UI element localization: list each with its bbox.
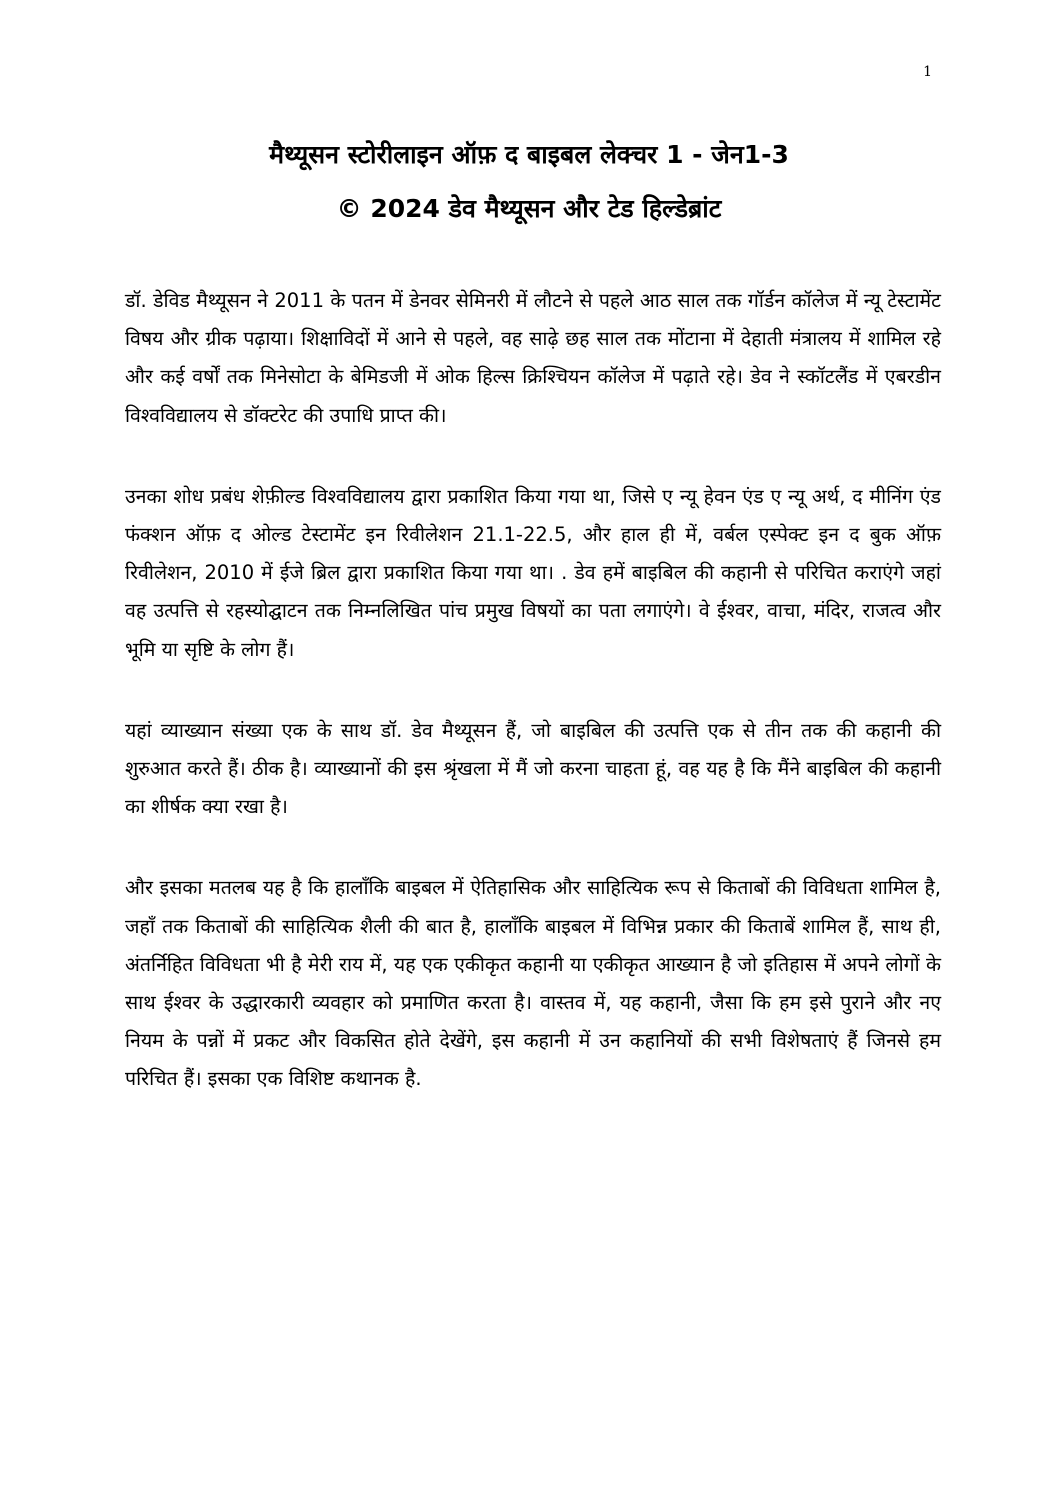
page-number: 1 (923, 64, 932, 80)
title-line-2: © 2024 डेव मैथ्यूसन और टेड हिल्डेब्रांट (336, 194, 722, 223)
paragraph-bio: डॉ. डेविड मैथ्यूसन ने 2011 के पतन में डेनवर सेमिनरी में लौटने से पहले आठ साल तक गॉर्डन कॉलेज में न्यू टेस्टामेंट विषय और ग्रीक पढ़ाया। शिक्षाविदों में आने से पहले, वह साढ़े छह साल तक मोंटाना में देहाती मंत्रालय में शामिल रहे और कई वर्षों तक मिनेसोटा के बेमिडजी में ओक हिल्स क्रिश्चियन कॉलेज में पढ़ाते रहे। डेव ने स्कॉटलैंड में एबरडीन विश्वविद्यालय से डॉक्टरेट की उपाधि प्राप्त की। (125, 289, 941, 427)
paragraph-dissertation: उनका शोध प्रबंध शेफ़ील्ड विश्वविद्यालय द्वारा प्रकाशित किया गया था, जिसे ए न्यू हेवन एंड ए न्यू अर्थ, द मीनिंग एंड फंक्शन ऑफ़ द ओल्ड टेस्टामेंट इन रिवीलेशन 21.1-22.5, और हाल ही में, वर्बल एस्पेक्ट इन द बुक ऑफ़ रिवीलेशन, 2010 में ईजे ब्रिल द्वारा प्रकाशित किया गया था। . डेव हमें बाइबिल की कहानी से परिचित कराएंगे जहां वह उत्पत्ति से रहस्योद्घाटन तक निम्नलिखित पांच प्रमुख विषयों का पता लगाएंगे। वे ईश्वर, वाचा, मंदिर, राजत्व और भूमि या सृष्टि के लोग हैं। (125, 484, 941, 661)
document-body (125, 282, 941, 1142)
paragraph-lecture-intro: यहां व्याख्यान संख्या एक के साथ डॉ. डेव मैथ्यूसन हैं, जो बाइबिल की उत्पत्ति एक से तीन तक की कहानी की शुरुआत करते हैं। ठीक है। व्याख्यानों की इस श्रृंखला में मैं जो करना चाहता हूं, वह यह है कि मैंने बाइबिल की कहानी का शीर्षक क्या रखा है। (125, 718, 941, 819)
paragraph-unified-story: और इसका मतलब यह है कि हालाँकि बाइबल में ऐतिहासिक और साहित्यिक रूप से किताबों की विविधता शामिल है, जहाँ तक किताबों की साहित्यिक शैली की बात है, हालाँकि बाइबल में विभिन्न प्रकार की किताबें शामिल हैं, साथ ही, अंतर्निहित विविधता भी है मेरी राय में, यह एक एकीकृत कहानी या एकीकृत आख्यान है जो इतिहास में अपने लोगों के साथ ईश्वर के उद्धारकारी व्यवहार को प्रमाणित करता है। वास्तव में, यह कहानी, जैसा कि हम इसे पुराने और नए नियम के पन्नों में प्रकट और विकसित होते देखेंगे, इस कहानी में उन कहानियों की सभी विशेषताएं हैं जिनसे हम परिचित हैं। इसका एक विशिष्ट कथानक है. (125, 876, 942, 1091)
title-line-1: मैथ्यूसन स्टोरीलाइन ऑफ़ द बाइबल लेक्चर 1 - जेन1-3 (269, 140, 789, 169)
document-title (0, 128, 1058, 236)
